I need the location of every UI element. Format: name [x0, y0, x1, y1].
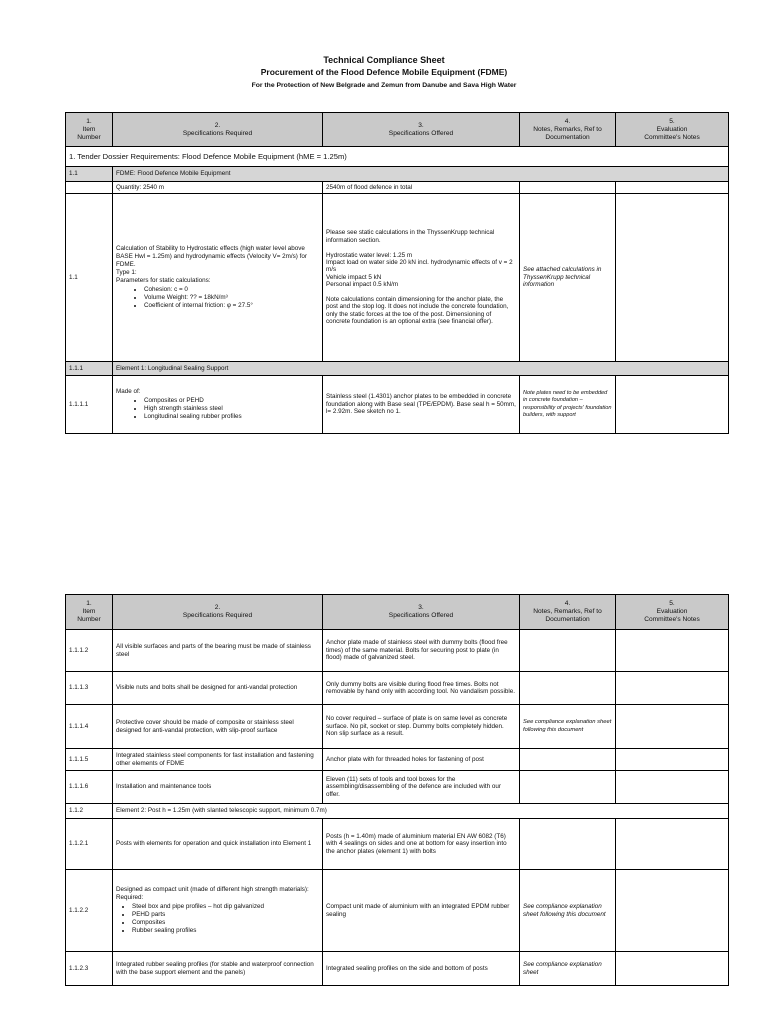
item-number: 1.1.2.1 — [66, 819, 113, 870]
spec-offered: Anchor plate with for threaded holes for fastening of post — [323, 749, 520, 771]
row-title: Element 2: Post h = 1.25m (with slanted telescopic support, minimum 0.7m) — [113, 804, 729, 819]
notes-cell: See compliance explanation sheet following this document — [520, 870, 616, 952]
list-item: • Cohesion: c = 0 — [144, 286, 319, 294]
list-item: • Coefficient of internal friction: φ = 27.5° — [144, 302, 319, 310]
spec-offered: Integrated sealing profiles on the side and bottom of posts — [323, 952, 520, 986]
list-item: • Composites or PEHD — [144, 397, 319, 405]
table-row — [66, 705, 729, 749]
table-row — [66, 362, 729, 376]
col-header-evaluation: 5. Evaluation Committee's Notes — [616, 595, 729, 630]
spec-offered: 2540m of flood defence in total — [323, 182, 520, 194]
table-row — [66, 630, 729, 672]
bullet-list — [116, 903, 319, 935]
item-number: 1.1.2.2 — [66, 870, 113, 952]
spec-offered: Eleven (11) sets of tools and tool boxes for the assembling/disassembling of the defence are included with our offer. — [323, 771, 520, 804]
spec-required-text: Designed as compact unit (made of different high strength materials): Required: — [116, 886, 309, 902]
list-item: • Steel box and pipe profiles – hot dip galvanized — [132, 903, 319, 911]
spec-offered: No cover required – surface of plate is on same level as concrete surface. No pit, socket or step. Dummy bolts completely hidden. Non slip surface as a result. — [323, 705, 520, 749]
compliance-table-2 — [65, 594, 729, 986]
spec-offered: Please see static calculations in the ThyssenKrupp technical information section. Hydrostatic water level: 1.25 m Impact load on water side 20 kN incl. hydrodynamic effects of v = 2 m/s Vehicle impact 5 kN Personal impact 0.5 kN/m Note calculations contain dimensioning for the anchor plate, the post and the stop log. It does not include the concrete foundation, only the static forces at the toe of the post. Dimensioning of concrete foundation is an optional extra (see financial offer). — [323, 194, 520, 362]
item-number: 1.1.1.3 — [66, 672, 113, 705]
spec-offered: Stainless steel (1.4301) anchor plates to be embedded in concrete foundation along with Base seal (TPE/EPDM). Base seal h = 50mm, l= 2.92m. See sketch no 1. — [323, 376, 520, 434]
spec-required — [113, 194, 323, 362]
item-number: 1.1.1 — [66, 362, 113, 376]
spec-required: Integrated stainless steel components for fast installation and fastening other elements of FDME — [113, 749, 323, 771]
spec-required — [113, 376, 323, 434]
spec-offered: Only dummy bolts are visible during flood free times. Bolts not removable by hand only with according tool. No vandalism possible. — [323, 672, 520, 705]
notes-cell — [520, 672, 616, 705]
table-row — [66, 819, 729, 870]
col-header-notes: 4. Notes, Remarks, Ref to Documentation — [520, 595, 616, 630]
table-header-row — [66, 595, 729, 630]
table-row — [66, 870, 729, 952]
notes-cell — [520, 749, 616, 771]
spec-required-text: Calculation of Stability to Hydrostatic effects (high water level above BASE Hwl = 1.25m) and hydrodynamic effects (Velocity V= 2m/s) for FDME. Type 1: Parameters for static calculations: — [116, 245, 307, 284]
spec-offered: Compact unit made of aluminium with an integrated EPDM rubber sealing — [323, 870, 520, 952]
table-row — [66, 771, 729, 804]
list-item: • PEHD parts — [132, 911, 319, 919]
row-title: Element 1: Longitudinal Sealing Support — [113, 362, 729, 376]
document-subtitle: Procurement of the Flood Defence Mobile Equipment (FDME) — [260, 67, 508, 77]
notes-cell — [520, 630, 616, 672]
table-row — [66, 194, 729, 362]
col-header-item-number: 1. Item Number — [66, 113, 113, 147]
col-header-specs-offered: 3. Specifications Offered — [323, 595, 520, 630]
compliance-table-1 — [65, 112, 729, 434]
spec-required-text: Made of: — [116, 388, 141, 396]
table-header-row — [66, 113, 729, 147]
item-number: 1.1.1.5 — [66, 749, 113, 771]
bullet-list — [116, 397, 319, 421]
table-row — [66, 804, 729, 819]
row-title: FDME: Flood Defence Mobile Equipment — [113, 167, 729, 182]
spec-offered: Posts (h = 1.40m) made of aluminium material EN AW 6082 (T6) with 4 sealings on sides and one at bottom for easy insertion into the anchor plates (element 1) with bolts — [323, 819, 520, 870]
notes-cell: See compliance explanation sheet — [520, 952, 616, 986]
bullet-list — [116, 286, 319, 310]
spec-required: Installation and maintenance tools — [113, 771, 323, 804]
item-number: 1.1.1.4 — [66, 705, 113, 749]
item-number: 1.1.1.2 — [66, 630, 113, 672]
document-subsubtitle: For the Protection of New Belgrade and Zemun from Danube and Sava High Water — [251, 82, 517, 89]
document-header — [0, 54, 768, 93]
table-row — [66, 952, 729, 986]
table-row — [66, 749, 729, 771]
col-header-specs-offered: 3. Specifications Offered — [323, 113, 520, 147]
col-header-notes: 4. Notes, Remarks, Ref to Documentation — [520, 113, 616, 147]
col-header-evaluation: 5. Evaluation Committee's Notes — [616, 113, 729, 147]
table-row — [66, 167, 729, 182]
section-row — [66, 147, 729, 167]
spec-required: All visible surfaces and parts of the bearing must be made of stainless steel — [113, 630, 323, 672]
spec-required: Protective cover should be made of composite or stainless steel designed for anti-vandal protection, with slip-proof surface — [113, 705, 323, 749]
list-item: • High strength stainless steel — [144, 405, 319, 413]
item-number: 1.1 — [66, 167, 113, 182]
spec-required: Posts with elements for operation and quick installation into Element 1 — [113, 819, 323, 870]
item-number: 1.1.1.6 — [66, 771, 113, 804]
notes-cell: Note plates need to be embedded in concrete foundation – responsibility of projects' foundation builders, with support — [520, 376, 616, 434]
table-row — [66, 672, 729, 705]
notes-cell: See attached calculations in ThyssenKrupp technical information — [520, 194, 616, 362]
spec-required: Integrated rubber sealing profiles (for stable and waterproof connection with the base support element and the panels) — [113, 952, 323, 986]
list-item: • Composites — [132, 919, 319, 927]
item-number: 1.1.1.1 — [66, 376, 113, 434]
spec-offered: Anchor plate made of stainless steel with dummy bolts (flood free times) of the same material. Bolts for securing post to plate (in flood) made of galvanized steel. — [323, 630, 520, 672]
notes-cell: See compliance explanation sheet following this document — [520, 705, 616, 749]
list-item: • Longitudinal sealing rubber profiles — [144, 413, 319, 421]
col-header-specs-required: 2. Specifications Required — [113, 113, 323, 147]
section-title: 1. Tender Dossier Requirements: Flood Defence Mobile Equipment (hME = 1.25m) — [66, 147, 729, 167]
spec-required: Visible nuts and bolts shall be designed for anti-vandal protection — [113, 672, 323, 705]
notes-cell — [520, 819, 616, 870]
spec-required — [113, 870, 323, 952]
list-item: • Volume Weight: ?? = 18kN/m³ — [144, 294, 319, 302]
spec-required: Quantity: 2540 m — [113, 182, 323, 194]
item-number: 1.1.2 — [66, 804, 113, 819]
col-header-specs-required: 2. Specifications Required — [113, 595, 323, 630]
item-number: 1.1.2.3 — [66, 952, 113, 986]
list-item: • Rubber sealing profiles — [132, 927, 319, 935]
notes-cell — [520, 771, 616, 804]
document-title: Technical Compliance Sheet — [323, 55, 445, 65]
table-row — [66, 182, 729, 194]
table-row — [66, 376, 729, 434]
item-number: 1.1 — [66, 194, 113, 362]
col-header-item-number: 1. Item Number — [66, 595, 113, 630]
